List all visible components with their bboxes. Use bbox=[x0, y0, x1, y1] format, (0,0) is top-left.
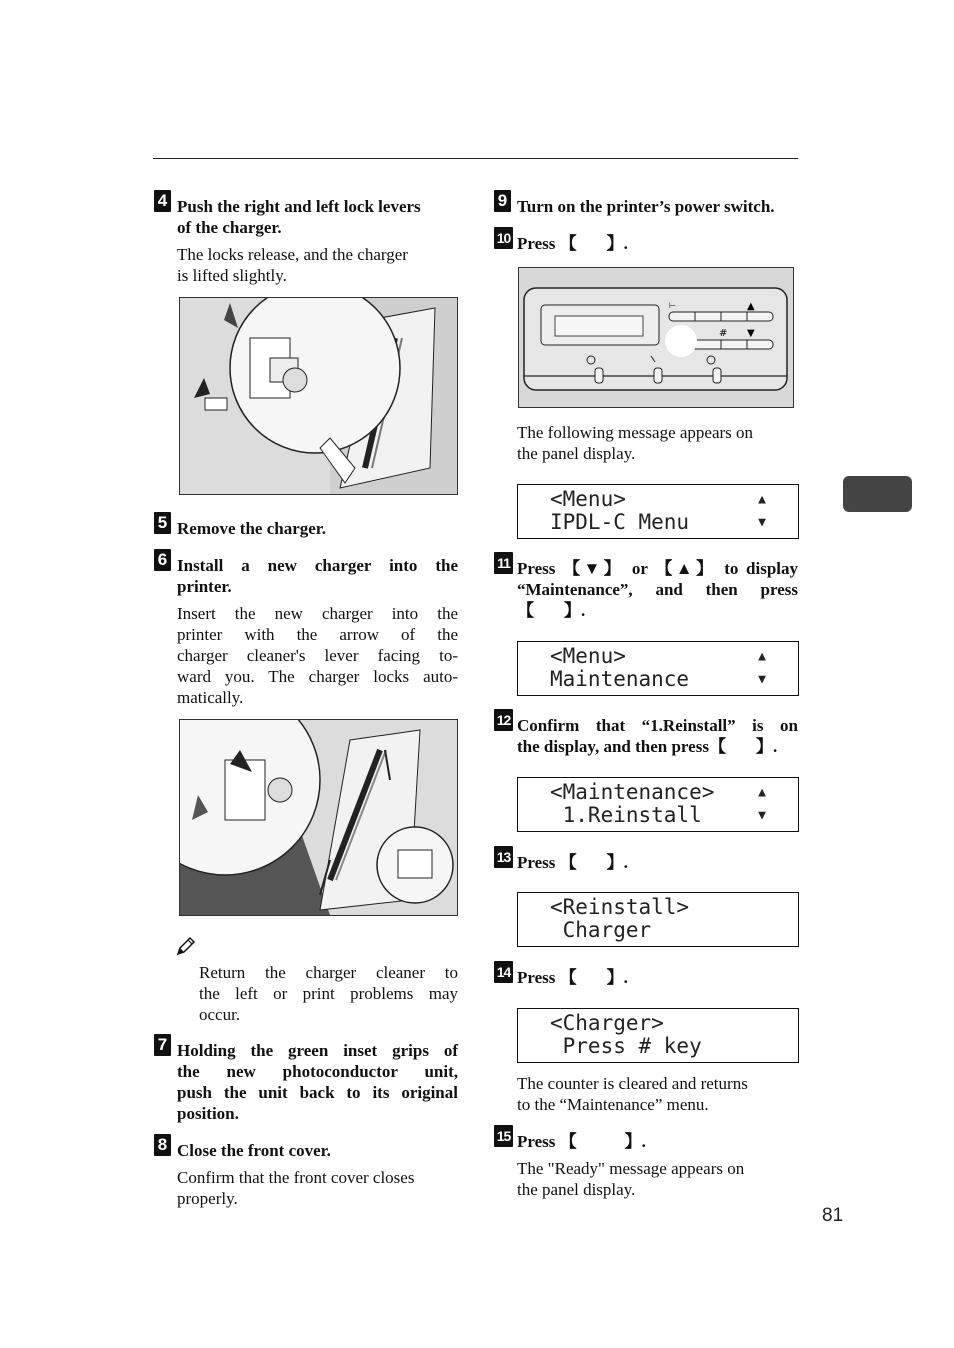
lcd-display-reinstall: <Maintenance> ▲ 1.Reinstall ▼ bbox=[517, 777, 799, 832]
figure-install-charger bbox=[179, 719, 458, 916]
lcd-display-press-key: <Charger> Press # key bbox=[517, 1008, 799, 1063]
step9-title: Turn on the printer’s power switch. bbox=[517, 197, 775, 216]
step13-title: Press 【 】. bbox=[517, 853, 628, 872]
step-number-8: 8 bbox=[154, 1134, 171, 1156]
step-number-7: 7 bbox=[154, 1034, 171, 1056]
step4-title: Push the right and left lock levers of the charger. bbox=[177, 197, 421, 237]
step4-body: The locks release, and the charger is lifted slightly. bbox=[177, 245, 408, 285]
panel-down-label: ▼ bbox=[747, 328, 755, 339]
step5-title: Remove the charger. bbox=[177, 519, 327, 538]
lcd-display-menu: <Menu> ▲ IPDL-C Menu ▼ bbox=[517, 484, 799, 539]
pencil-note-icon bbox=[176, 936, 196, 956]
step6-body: Insert the new charger into the printer with the arrow of the charger cleaner's lever facing to- ward you. The charger locks auto- matically. bbox=[177, 604, 458, 707]
step-number-6: 6 bbox=[154, 549, 171, 571]
step-number-10: 10 bbox=[494, 227, 513, 249]
step14-title: Press 【 】. bbox=[517, 968, 628, 987]
step7-title: Holding the green inset grips of the new photoconductor unit, push the unit back to its original position. bbox=[177, 1041, 458, 1123]
lcd-display-charger-select: <Reinstall> Charger bbox=[517, 892, 799, 947]
header-rule bbox=[153, 158, 798, 159]
step6-title: Install a new charger into the printer. bbox=[177, 556, 458, 596]
svg-text:⊢: ⊢ bbox=[669, 301, 676, 310]
step-number-14: 14 bbox=[494, 961, 513, 983]
chapter-tab bbox=[843, 476, 912, 512]
step8-title: Close the front cover. bbox=[177, 1141, 331, 1160]
step-number-15: 15 bbox=[494, 1125, 513, 1147]
figure-control-panel bbox=[518, 267, 794, 408]
panel-up-label: ▲ bbox=[747, 301, 755, 312]
step8-body: Confirm that the front cover closes properly. bbox=[177, 1168, 415, 1208]
lcd-display-maintenance: <Menu> ▲ Maintenance ▼ bbox=[517, 641, 799, 696]
step-number-13: 13 bbox=[494, 846, 513, 868]
control-panel-illustration bbox=[519, 268, 793, 407]
step12-title: Confirm that “1.Reinstall” is on the display, and then press【 】. bbox=[517, 716, 798, 756]
step-number-5: 5 bbox=[154, 512, 171, 534]
panel-hash-label: # bbox=[719, 328, 728, 339]
step10-title: Press 【 】. bbox=[517, 234, 628, 253]
install-charger-illustration bbox=[180, 720, 457, 915]
step-number-4: 4 bbox=[154, 190, 171, 212]
step10-body: The following message appears on the panel display. bbox=[517, 423, 754, 463]
step15-title: Press 【 】. bbox=[517, 1132, 646, 1151]
note-body: Return the charger cleaner to the left or print problems may occur. bbox=[199, 963, 458, 1024]
step11-title: Press 【▼】 or 【▲】 to display “Maintenance”, and then press 【 】. bbox=[517, 559, 799, 620]
step15-body: The "Ready" message appears on the panel display. bbox=[517, 1159, 745, 1199]
lock-levers-illustration bbox=[180, 298, 457, 494]
figure-lock-levers bbox=[179, 297, 458, 495]
step-number-9: 9 bbox=[494, 190, 511, 212]
step-number-12: 12 bbox=[494, 709, 513, 731]
page-number: 81 bbox=[822, 1205, 844, 1226]
step-number-11: 11 bbox=[494, 552, 513, 574]
step14-body: The counter is cleared and returns to the “Maintenance” menu. bbox=[517, 1074, 748, 1114]
